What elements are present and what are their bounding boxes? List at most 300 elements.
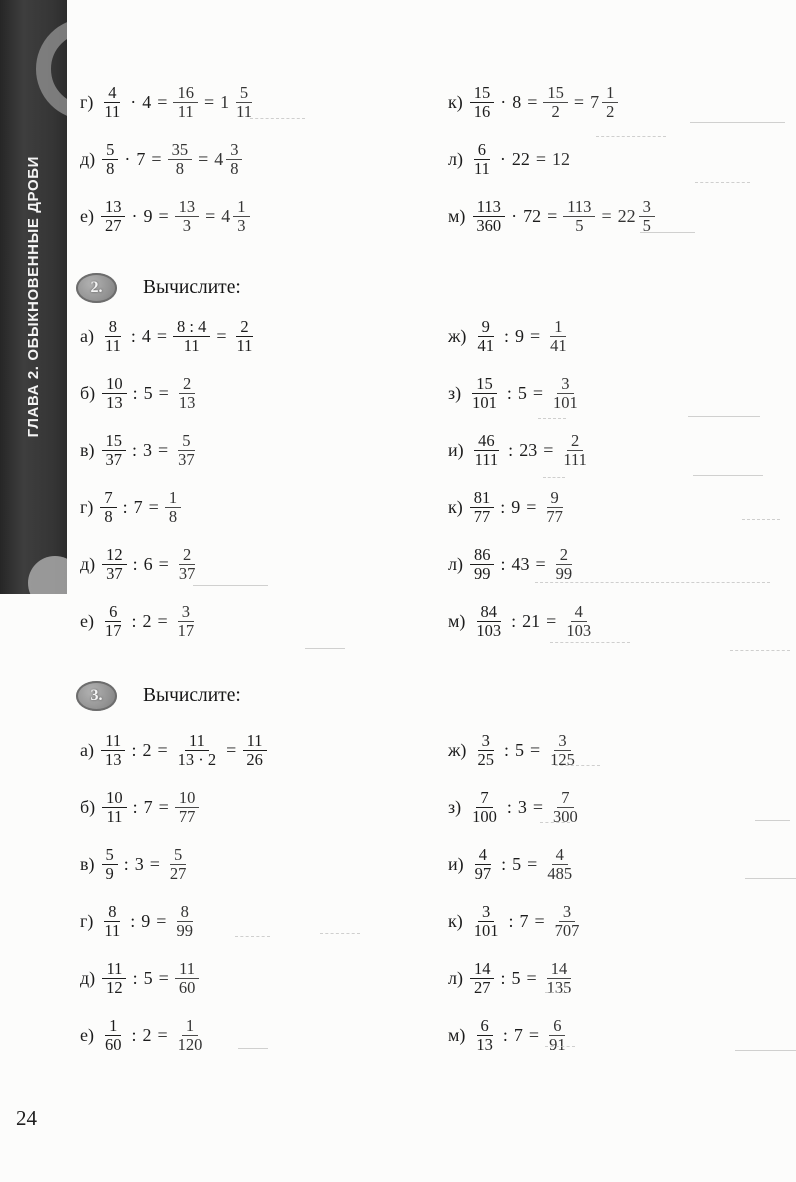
fraction [470, 141, 494, 179]
fraction-numerator: 6 [474, 141, 490, 160]
equals-sign: = [158, 554, 169, 574]
fraction-numerator: 3 [639, 198, 655, 217]
exercise-item [448, 546, 576, 584]
exercise-item [80, 141, 242, 179]
integer-value: 3 [143, 440, 153, 460]
fraction-numerator: 3 [178, 603, 194, 622]
fraction [470, 84, 495, 122]
operator: : [501, 854, 507, 874]
left-column-cell [80, 732, 448, 770]
equals-sign: = [158, 206, 169, 226]
scan-artifact-line [193, 585, 268, 586]
equals-sign: = [157, 1025, 168, 1045]
fraction-numerator: 16 [173, 84, 198, 103]
chapter-label: ГЛАВА 2. ОБЫКНОВЕННЫЕ ДРОБИ [25, 156, 42, 438]
fraction-numerator: 11 [101, 732, 125, 751]
operator: : [132, 554, 138, 574]
equals-sign: = [543, 440, 554, 460]
exercise-item [80, 1017, 206, 1055]
integer-value: 21 [522, 611, 541, 631]
operator: : [131, 740, 137, 760]
fraction-denominator: 11 [104, 336, 121, 355]
equals-sign: = [573, 92, 585, 112]
mixed-whole-part: 4 [221, 206, 231, 226]
fraction-denominator: 9 [105, 864, 114, 883]
fraction-numerator: 2 [179, 546, 195, 565]
integer-value: 5 [511, 968, 521, 988]
operator: · [124, 149, 131, 169]
fraction-numerator: 2 [236, 318, 252, 337]
equals-sign: = [601, 206, 612, 226]
exercise-row [0, 479, 796, 536]
fraction [100, 489, 116, 527]
fraction-numerator: 14 [470, 960, 495, 979]
item-label: г) [80, 911, 94, 931]
fraction-numerator: 81 [470, 489, 495, 508]
left-column-cell [80, 318, 448, 356]
integer-value: 9 [141, 911, 151, 931]
exercise-row [0, 722, 796, 779]
fraction [173, 84, 198, 122]
fraction-denominator: 91 [549, 1035, 566, 1054]
scan-artifact-line [730, 650, 790, 651]
operator: : [508, 911, 514, 931]
fraction-denominator: 5 [642, 216, 651, 235]
fraction [472, 1017, 497, 1055]
equals-sign: = [157, 611, 168, 631]
integer-value: 5 [514, 740, 524, 760]
equals-sign: = [156, 326, 168, 346]
fraction [175, 375, 200, 413]
fraction-denominator: 27 [169, 864, 187, 883]
fraction [232, 84, 256, 122]
fraction-denominator: 97 [474, 864, 492, 883]
operator: : [502, 1025, 508, 1045]
exercise-header [0, 268, 796, 308]
exercise-item [448, 141, 570, 179]
operator: · [511, 206, 518, 226]
exercise-item [80, 84, 256, 122]
item-label: м) [448, 1025, 466, 1045]
fraction-numerator: 2 [567, 432, 583, 451]
integer-value: 8 [512, 92, 522, 112]
fraction-numerator: 6 [549, 1017, 565, 1036]
item-label: д) [80, 968, 96, 988]
operator: : [131, 1025, 137, 1045]
left-column-cell [80, 960, 448, 998]
mixed-number [590, 84, 618, 122]
scan-artifact-line [305, 648, 345, 649]
operator: : [506, 797, 512, 817]
fraction-numerator: 15 [472, 375, 497, 394]
fraction [175, 198, 200, 236]
fraction-numerator: 15 [543, 84, 568, 103]
integer-value: 72 [523, 206, 542, 226]
right-column-cell [448, 603, 778, 641]
fraction [472, 198, 505, 236]
right-column-cell [448, 732, 778, 770]
left-column-cell [80, 489, 448, 527]
equals-sign: = [158, 968, 169, 988]
right-column-cell [448, 84, 778, 122]
exercise-item [80, 318, 256, 356]
exercise-row [0, 74, 796, 131]
item-label: л) [448, 968, 463, 988]
item-label: г) [80, 92, 94, 112]
fraction-numerator: 3 [478, 903, 494, 922]
fraction [226, 141, 242, 179]
right-column-cell [448, 318, 778, 356]
fraction-denominator: 60 [104, 1035, 122, 1054]
integer-value: 22 [511, 149, 530, 169]
fraction-numerator: 5 [236, 84, 252, 103]
fraction-denominator: 120 [177, 1035, 203, 1054]
fraction-denominator: 13 [106, 393, 123, 412]
item-label: б) [80, 383, 96, 403]
exercise-title: Вычислите: [143, 685, 241, 706]
fraction-denominator: 300 [553, 807, 578, 826]
right-column-cell [448, 903, 778, 941]
fraction [102, 141, 118, 179]
operator: · [499, 149, 506, 169]
fraction-denominator: 99 [176, 921, 193, 940]
fraction-numerator: 113 [473, 198, 505, 217]
fraction-denominator: 27 [473, 978, 491, 997]
integer-value: 6 [143, 554, 153, 574]
fraction-denominator: 13 [104, 750, 122, 769]
fraction [166, 846, 191, 884]
left-column-cell [80, 141, 448, 179]
fraction-numerator: 10 [175, 789, 200, 808]
operator: : [500, 554, 506, 574]
fraction [174, 1017, 207, 1055]
integer-value: 43 [511, 554, 530, 574]
fraction-numerator: 35 [168, 141, 193, 160]
fraction-denominator: 3 [182, 216, 192, 235]
fraction [470, 546, 495, 584]
fraction-denominator: 2 [551, 102, 560, 121]
item-label: и) [448, 440, 464, 460]
item-label: л) [448, 149, 463, 169]
item-label: е) [80, 611, 94, 631]
integer-value: 4 [142, 92, 152, 112]
equals-sign: = [198, 149, 209, 169]
fraction [471, 846, 496, 884]
integer-value: 5 [143, 968, 153, 988]
fraction-numerator: 3 [478, 732, 494, 751]
fraction-numerator: 1 [182, 1017, 198, 1036]
fraction-numerator: 46 [474, 432, 499, 451]
integer-value: 5 [517, 383, 527, 403]
exercise-item [80, 603, 198, 641]
item-label: з) [448, 797, 462, 817]
operator: : [130, 911, 136, 931]
exercise-item [448, 198, 655, 236]
equals-sign: = [526, 968, 537, 988]
operator: · [500, 92, 507, 112]
operator: : [511, 611, 517, 631]
fraction-denominator: 101 [473, 921, 499, 940]
operator: : [503, 740, 509, 760]
fraction [472, 603, 505, 641]
fraction-denominator: 77 [178, 807, 196, 826]
exercise-row [0, 593, 796, 650]
fraction [546, 318, 571, 356]
operator: : [132, 797, 138, 817]
fraction [100, 903, 124, 941]
equals-sign: = [151, 149, 162, 169]
item-label: к) [448, 92, 463, 112]
exercise-header [0, 676, 796, 716]
integer-value: 3 [517, 797, 527, 817]
equals-sign: = [527, 854, 538, 874]
item-label: ж) [448, 740, 467, 760]
right-column-cell [448, 846, 778, 884]
fraction-denominator: 135 [546, 978, 572, 997]
fraction-numerator: 1 [165, 489, 181, 508]
scan-artifact-line [693, 475, 763, 476]
left-column-cell [80, 603, 448, 641]
fraction-numerator: 11 [102, 960, 126, 979]
fraction [471, 432, 503, 470]
operator: · [131, 206, 138, 226]
fraction [470, 960, 495, 998]
exercise-item [448, 1017, 570, 1055]
fraction [470, 489, 495, 527]
exercise-item [80, 789, 199, 827]
item-label: а) [80, 740, 94, 760]
mixed-number [220, 84, 256, 122]
item-label: д) [80, 554, 96, 574]
scan-artifact-line [535, 582, 770, 583]
fraction [102, 789, 127, 827]
integer-value: 9 [514, 326, 524, 346]
fraction-numerator: 14 [547, 960, 572, 979]
right-column-cell [448, 141, 778, 179]
mixed-whole-part: 1 [220, 92, 230, 112]
fraction-denominator: 41 [477, 336, 494, 355]
fraction-numerator: 1 [602, 84, 618, 103]
fraction-numerator: 2 [556, 546, 572, 565]
integer-value: 23 [519, 440, 538, 460]
fraction-denominator: 8 [175, 159, 184, 178]
item-label: м) [448, 206, 466, 226]
exercise-item [448, 318, 571, 356]
fraction-denominator: 11 [236, 102, 252, 121]
exercise-item [80, 903, 197, 941]
fraction-denominator: 77 [473, 507, 491, 526]
fraction [172, 903, 197, 941]
fraction-denominator: 27 [104, 216, 122, 235]
fraction [470, 903, 503, 941]
equals-sign: = [157, 92, 168, 112]
fraction-denominator: 8 [230, 159, 239, 178]
equals-sign: = [205, 206, 216, 226]
fraction-numerator: 8 [105, 318, 121, 337]
fraction-numerator: 4 [104, 84, 120, 103]
fraction-numerator: 3 [554, 732, 570, 751]
fraction-denominator: 99 [473, 564, 491, 583]
fraction [101, 1017, 126, 1055]
fraction-numerator: 1 [550, 318, 566, 337]
integer-value: 2 [142, 611, 152, 631]
integer-value: 9 [511, 497, 521, 517]
fraction-denominator: 41 [550, 336, 567, 355]
fraction-denominator: 37 [105, 450, 122, 469]
integer-value: 7 [513, 1025, 523, 1045]
fraction-numerator: 4 [571, 603, 587, 622]
equals-sign: = [157, 740, 168, 760]
operator: : [122, 497, 128, 517]
left-column-cell [80, 198, 448, 236]
fraction [639, 198, 655, 236]
right-column-cell [448, 432, 778, 470]
exercise-item [448, 432, 591, 470]
fraction-numerator: 5 [102, 141, 118, 160]
fraction [233, 318, 257, 356]
fraction-numerator: 10 [102, 789, 127, 808]
scan-artifact-line [690, 122, 785, 123]
item-label: д) [80, 149, 96, 169]
operator: : [132, 968, 138, 988]
fraction-denominator: 11 [236, 336, 253, 355]
operator: : [123, 854, 129, 874]
exercise-item [448, 603, 595, 641]
page-number: 24 [16, 1106, 37, 1130]
fraction-denominator: 8 [106, 159, 115, 178]
fraction [563, 198, 595, 236]
exercise-item [80, 432, 199, 470]
fraction-denominator: 77 [546, 507, 563, 526]
fraction-numerator: 1 [105, 1017, 121, 1036]
integer-value: 7 [143, 797, 153, 817]
fraction [101, 603, 126, 641]
fraction [543, 846, 576, 884]
fraction [102, 432, 127, 470]
left-column-cell [80, 903, 448, 941]
fraction-numerator: 11 [243, 732, 267, 751]
integer-value: 7 [519, 911, 529, 931]
equals-sign: = [527, 92, 538, 112]
item-label: з) [448, 383, 462, 403]
fraction [552, 546, 577, 584]
fraction [102, 846, 118, 884]
fraction-numerator: 7 [100, 489, 116, 508]
exercise-row [0, 188, 796, 245]
operator: : [130, 326, 136, 346]
equals-sign: = [528, 1025, 540, 1045]
fraction-numerator: 8 [177, 903, 193, 922]
item-label: ж) [448, 326, 467, 346]
item-label: е) [80, 1025, 94, 1045]
scan-artifact-line [742, 519, 780, 520]
fraction-numerator: 84 [477, 603, 502, 622]
item-label: л) [448, 554, 463, 574]
fraction [102, 546, 127, 584]
fraction-denominator: 2 [606, 102, 615, 121]
exercise-item [80, 198, 250, 236]
operator: : [500, 497, 506, 517]
fraction [174, 432, 199, 470]
exercise-row [0, 1007, 796, 1064]
equals-sign: = [534, 911, 545, 931]
fraction-numerator: 12 [102, 546, 127, 565]
operator: : [132, 383, 138, 403]
exercise-row [0, 893, 796, 950]
exercise-item [80, 846, 190, 884]
scan-artifact-line [545, 1046, 575, 1047]
equals-sign: = [149, 854, 160, 874]
fraction-denominator: 5 [575, 216, 584, 235]
equals-sign: = [532, 797, 544, 817]
fraction-numerator: 5 [178, 432, 194, 451]
fraction-denominator: 111 [474, 450, 499, 469]
item-label: б) [80, 797, 96, 817]
fraction-denominator: 101 [553, 393, 578, 412]
exercise-item [448, 903, 583, 941]
integer-value: 2 [142, 1025, 152, 1045]
equals-sign: = [526, 497, 537, 517]
scan-artifact-line [538, 418, 566, 419]
scan-artifact-line [755, 820, 790, 821]
fraction [101, 732, 126, 770]
mixed-whole-part: 22 [617, 206, 636, 226]
equals-sign: = [532, 383, 544, 403]
operator: : [508, 440, 514, 460]
fraction-numerator: 6 [105, 603, 121, 622]
fraction-numerator: 7 [557, 789, 573, 808]
left-column-cell [80, 432, 448, 470]
item-label: и) [448, 854, 464, 874]
fraction-denominator: 485 [547, 864, 573, 883]
scan-artifact-line [555, 765, 600, 766]
fraction-denominator: 8 [104, 507, 113, 526]
fraction-numerator: 8 : 4 [173, 318, 210, 337]
fraction-numerator: 11 [175, 960, 199, 979]
integer-value: 7 [133, 497, 143, 517]
scan-artifact-line [596, 136, 666, 137]
equals-sign: = [226, 740, 237, 760]
fraction-numerator: 8 [104, 903, 120, 922]
fraction-denominator: 13 · 2 [177, 750, 217, 769]
left-column-cell [80, 375, 448, 413]
scan-artifact-line [545, 992, 570, 993]
left-column-cell [80, 789, 448, 827]
fraction-denominator: 16 [473, 102, 491, 121]
equals-sign: = [216, 326, 227, 346]
right-column-cell [448, 1017, 778, 1055]
fraction [175, 789, 200, 827]
exercise-item [80, 546, 199, 584]
exercise-item [448, 375, 582, 413]
fraction-denominator: 99 [555, 564, 573, 583]
equals-sign: = [158, 440, 169, 460]
scan-artifact-line [320, 933, 360, 934]
fraction [543, 84, 568, 122]
fraction-numerator: 10 [102, 375, 127, 394]
fraction-denominator: 26 [246, 750, 263, 769]
item-label: м) [448, 611, 466, 631]
mixed-number [618, 198, 655, 236]
equals-sign: = [529, 740, 541, 760]
integer-value: 2 [142, 740, 152, 760]
right-column-cell [448, 960, 778, 998]
operator: : [132, 440, 138, 460]
fraction-denominator: 707 [554, 921, 580, 940]
scan-artifact-line [688, 416, 760, 417]
integer-value: 5 [512, 854, 522, 874]
exercise-item [448, 489, 567, 527]
